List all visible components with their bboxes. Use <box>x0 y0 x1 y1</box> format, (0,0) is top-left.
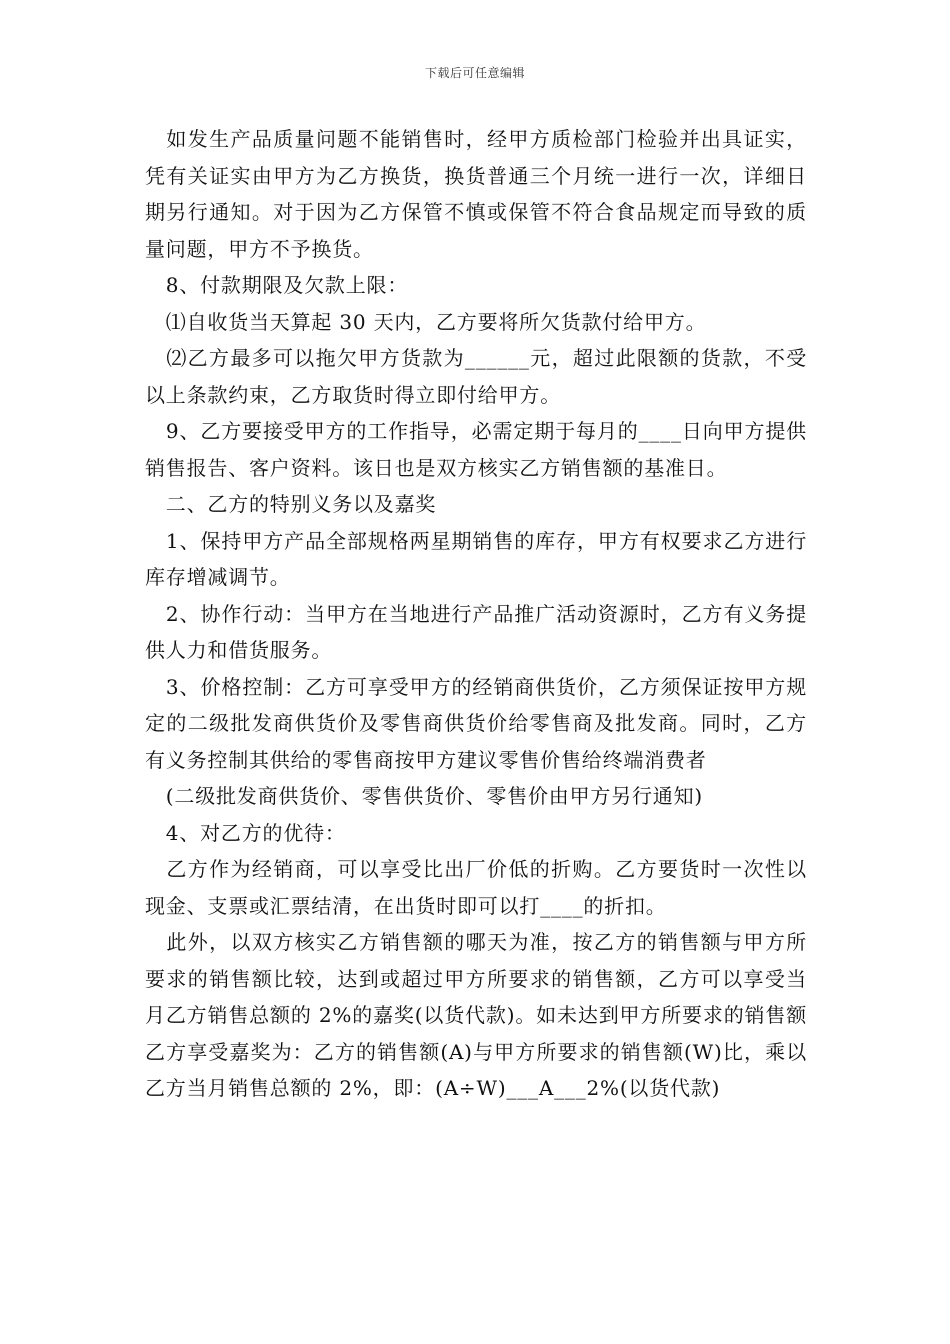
paragraph-inventory: 1、保持甲方产品全部规格两星期销售的库存，甲方有权要求乙方进行库存增减调节。 <box>145 528 807 589</box>
paragraph-discount: 乙方作为经销商，可以享受比出厂价低的折购。乙方要货时一次性以现金、支票或汇票结清，在出货时即可以打____的折扣。 <box>145 857 807 918</box>
paragraph-work-guidance: 9、乙方要接受甲方的工作指导，必需定期于每月的____日向甲方提供销售报告、客户资料。该日也是双方核实乙方销售额的基准日。 <box>145 419 807 480</box>
section-heading-obligations-rewards: 二、乙方的特别义务以及嘉奖 <box>145 492 437 516</box>
paragraph-payment-term-1: ⑴自收货当天算起 30 天内，乙方要将所欠货款付给甲方。 <box>145 309 707 334</box>
paragraph-payment-term-2: ⑵乙方最多可以拖欠甲方货款为______元，超过此限额的货款，不受以上条款约束，乙方取货时得立即付给甲方。 <box>145 346 807 407</box>
paragraph-sales-reward: 此外，以双方核实乙方销售额的哪天为准，按乙方的销售额与甲方所要求的销售额比较，达到或超过甲方所要求的销售额，乙方可以享受当月乙方销售总额的 2%的嘉奖(以货代款)。如未达到甲方所要求的销售额乙方享受嘉奖为：乙方的销售额(A)与甲方所要求的销售额(W)比，乘以乙方当月销售总额的 2%，即：(A÷W)___A___2%(以货代款) <box>145 930 807 1100</box>
document-body <box>145 121 807 1107</box>
paragraph-payment-terms-heading: 8、付款期限及欠款上限： <box>145 273 409 297</box>
paragraph-price-note: (二级批发商供货价、零售供货价、零售价由甲方另行通知) <box>145 784 704 808</box>
paragraph-quality-exchange: 如发生产品质量问题不能销售时，经甲方质检部门检验并出具证实，凭有关证实由甲方为乙方换货，换货普通三个月统一进行一次，详细日期另行通知。对于因为乙方保管不慎或保管不符合食品规定而导致的质量问题，甲方不予换货。 <box>145 127 807 261</box>
paragraph-cooperation: 2、协作行动：当甲方在当地进行产品推广活动资源时，乙方有义务提供人力和借货服务。 <box>145 601 807 662</box>
page-header-note: 下载后可任意编辑 <box>424 66 525 80</box>
paragraph-price-control: 3、价格控制：乙方可享受甲方的经销商供货价，乙方须保证按甲方规定的二级批发商供货价及零售商供货价给零售商及批发商。同时，乙方有义务控制其供给的零售商按甲方建议零售价售给终端消费者 <box>145 674 807 772</box>
paragraph-benefits-heading: 4、对乙方的优待： <box>145 820 346 845</box>
